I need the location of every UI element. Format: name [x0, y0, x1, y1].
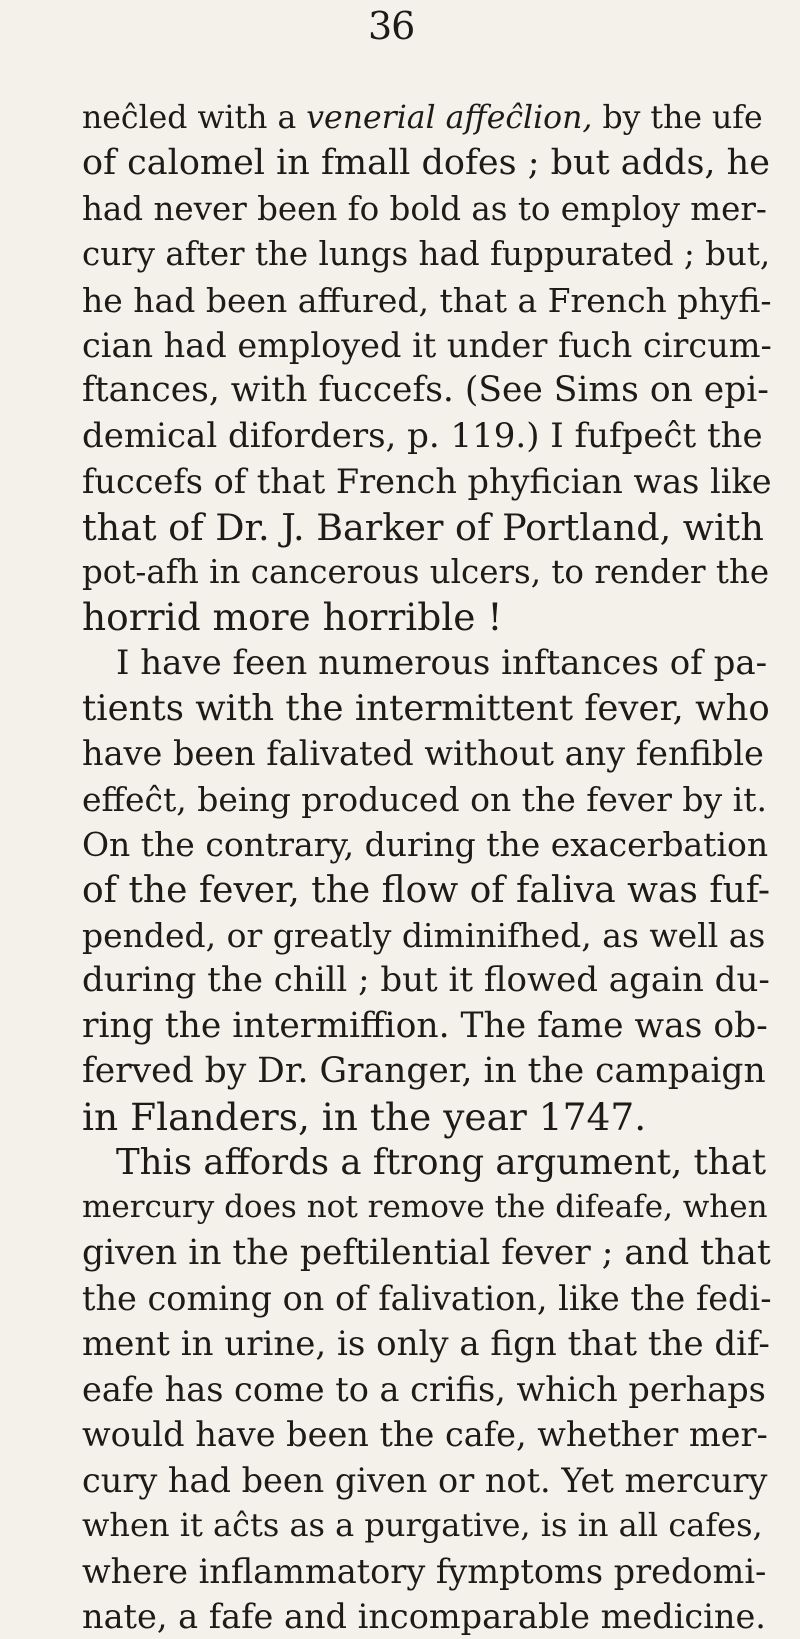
text-line — [82, 822, 772, 867]
text-line — [82, 232, 772, 277]
text-segment: effeĉt, being produced on the fever by it. — [82, 779, 767, 819]
text-line — [82, 1095, 772, 1140]
text-line — [82, 505, 772, 550]
text-line — [82, 414, 772, 459]
text-line — [82, 868, 772, 913]
text-segment: horrid more horrible ! — [82, 595, 503, 640]
text-line — [82, 141, 772, 186]
text-segment: On the contrary, during the exacerbation — [82, 825, 769, 865]
text-line — [82, 913, 772, 958]
text-segment: of the fever, the flow of faliva was fuf- — [82, 869, 771, 911]
body-text — [82, 96, 772, 1639]
text-segment: neĉled with a — [82, 100, 307, 136]
text-line — [82, 1004, 772, 1049]
text-line — [82, 323, 772, 368]
text-line — [82, 777, 772, 822]
text-line — [82, 1549, 772, 1594]
text-line — [82, 595, 772, 640]
text-line — [82, 1503, 772, 1548]
text-segment: in Flanders, in the year 1747. — [82, 1094, 647, 1139]
page-number: 36 — [368, 4, 415, 48]
text-line — [82, 1594, 772, 1639]
text-segment: This affords a ftrong argument, that — [116, 1141, 767, 1183]
text-line — [82, 1412, 772, 1457]
text-segment: eafe has come to a crifis, which perhaps — [82, 1369, 766, 1409]
text-segment: he had been affured, that a French phyfi- — [82, 280, 772, 320]
text-segment: would have been the cafe, whether mer- — [82, 1415, 768, 1455]
text-line — [82, 1140, 772, 1185]
text-line — [82, 686, 772, 731]
text-line — [82, 459, 772, 504]
text-segment: fuccefs of that French phyfician was like — [82, 462, 772, 502]
text-line — [82, 96, 772, 141]
text-segment: nate, a fafe and incomparable medicine. — [82, 1596, 766, 1636]
text-segment: cian had employed it under fuch circum- — [82, 325, 772, 365]
text-line — [82, 550, 772, 595]
text-line — [82, 278, 772, 323]
text-line — [82, 958, 772, 1003]
italic-text: venerial affeĉlion, — [306, 100, 593, 136]
text-segment: pot-afh in cancerous ulcers, to render the — [82, 552, 770, 591]
text-line — [82, 1458, 772, 1503]
text-segment: cury had been given or not. Yet mercury — [82, 1460, 768, 1500]
text-segment: of calomel in fmall dofes ; but adds, he — [82, 143, 770, 184]
text-line — [82, 1322, 772, 1367]
text-segment: demical diforders, p. 119.) I fufpeĉt the — [82, 415, 763, 456]
text-line — [82, 1276, 772, 1321]
text-segment: when it aĉts as a purgative, is in all cafes, — [82, 1506, 763, 1545]
text-line — [82, 731, 772, 776]
text-segment: ferved by Dr. Granger, in the campaign — [82, 1051, 766, 1092]
text-segment: where inflammatory fymptoms predomi- — [82, 1551, 767, 1591]
text-segment: have been falivated without any fenfible — [82, 734, 764, 774]
text-line — [82, 1367, 772, 1412]
text-segment: ftances, with fuccefs. (See Sims on epi- — [82, 370, 769, 411]
text-line — [82, 187, 772, 232]
text-segment: pended, or greatly diminifhed, as well as — [82, 916, 766, 956]
text-line — [82, 368, 772, 413]
text-line — [82, 641, 772, 686]
text-segment: I have feen numerous inftances of pa- — [116, 642, 768, 683]
text-segment: tients with the intermittent fever, who — [82, 688, 770, 730]
text-segment: given in the peftilential fever ; and that — [82, 1232, 771, 1273]
text-segment: cury after the lungs had fuppurated ; but, — [82, 235, 771, 274]
text-segment: mercury does not remove the difeafe, when — [82, 1189, 768, 1226]
text-segment: the coming on of falivation, like the fedi- — [82, 1279, 772, 1319]
text-line — [82, 1185, 772, 1230]
text-segment: by the ufe — [592, 100, 763, 136]
text-segment: had never been fo bold as to employ mer- — [82, 189, 767, 228]
text-line — [82, 1231, 772, 1276]
text-segment: ring the intermiffion. The fame was ob- — [82, 1005, 768, 1046]
text-line — [82, 1049, 772, 1094]
text-segment: that of Dr. J. Barker of Portland, with — [82, 505, 764, 549]
text-segment: ment in urine, is only a fign that the dif- — [82, 1323, 770, 1364]
text-segment: during the chill ; but it flowed again du- — [82, 960, 770, 1001]
